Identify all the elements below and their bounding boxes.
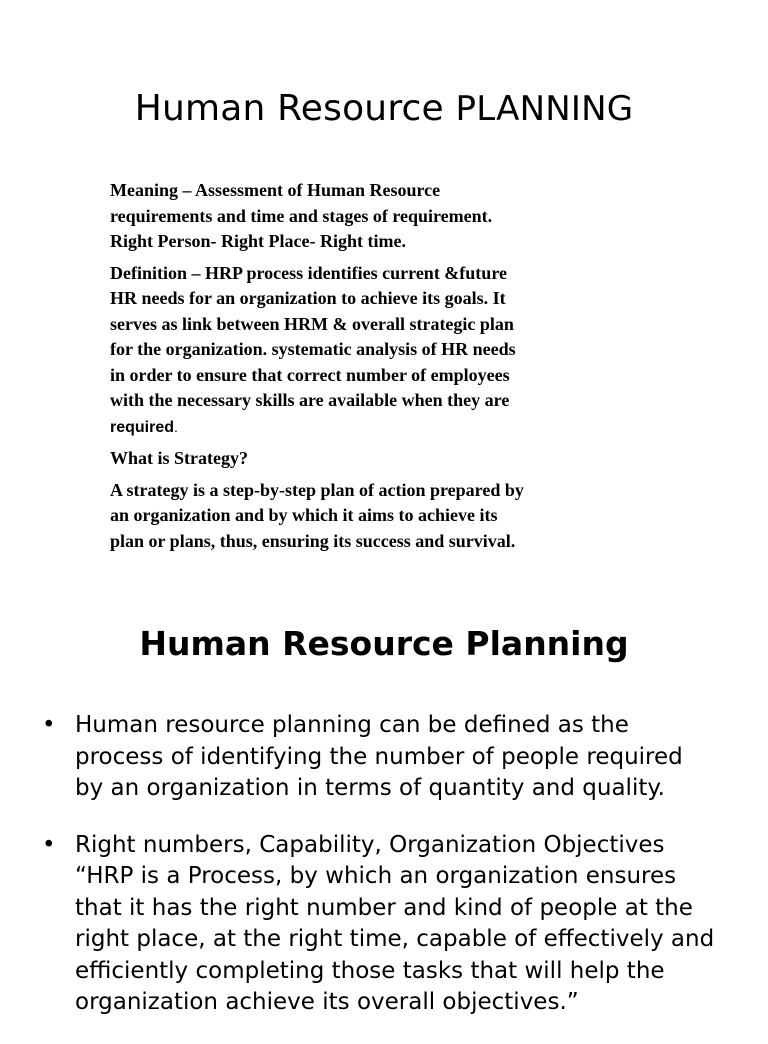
text-line: with the necessary skills are available when they are [110,390,510,410]
strategy-question [110,446,630,472]
text-line: . [174,418,178,435]
text-line: HR needs for an organization to achieve its goals. It [110,288,506,308]
bullet-list [42,710,732,1044]
text-line: Right Person- Right Place- Right time. [110,231,406,251]
text-line: “HRP is a Process, by which an organization ensures [75,863,677,889]
text-line: efficiently completing those tasks that will help the [75,957,665,984]
text-line: Right numbers, Capability, Organization Objectives [75,831,665,858]
text-line: right place, at the right time, capable of effectively and [75,926,715,952]
text-line: Human resource planning can be defined as the [75,712,629,738]
bullet-item [42,830,732,1019]
title-part-2: PLANNING [455,89,634,129]
title-part-1: Human Resource [134,88,456,129]
text-line: A strategy is a step-by-step plan of action prepared by [110,479,524,500]
text-line: by an organization in terms of quantity and quality. [75,775,665,801]
slide-title: Human Resource Planning [139,624,629,663]
text-line: that it has the right number and kind of people at the [75,894,693,921]
text-line: Definition – HRP process identifies current &future [110,262,507,283]
slide-body [110,178,630,560]
text-line: for the organization. systematic analysis of HR needs [110,339,516,359]
text-line: organization achieve its overall objectives.” [75,989,579,1015]
text-line: What is Strategy? [110,448,248,468]
slide-hrp-definition [0,580,768,1024]
bullet-icon: • [42,831,56,858]
meaning-paragraph [110,178,630,255]
text-line: process of identifying the number of people required [75,743,683,770]
bullet-item [42,710,732,805]
bullet-icon: • [42,712,56,738]
definition-paragraph [110,261,630,441]
strategy-paragraph [110,478,630,555]
text-line: required [110,418,175,436]
text-line: in order to ensure that correct number of employees [110,364,510,385]
text-line: plan or plans, thus, ensuring its success and survival. [110,530,516,551]
slide-title [0,88,768,129]
text-line: requirements and time and stages of requirement. [110,205,493,226]
text-line: an organization and by which it aims to achieve its [110,505,498,525]
text-line: serves as link between HRM & overall strategic plan [110,313,514,334]
text-line: Meaning – Assessment of Human Resource [110,180,441,200]
